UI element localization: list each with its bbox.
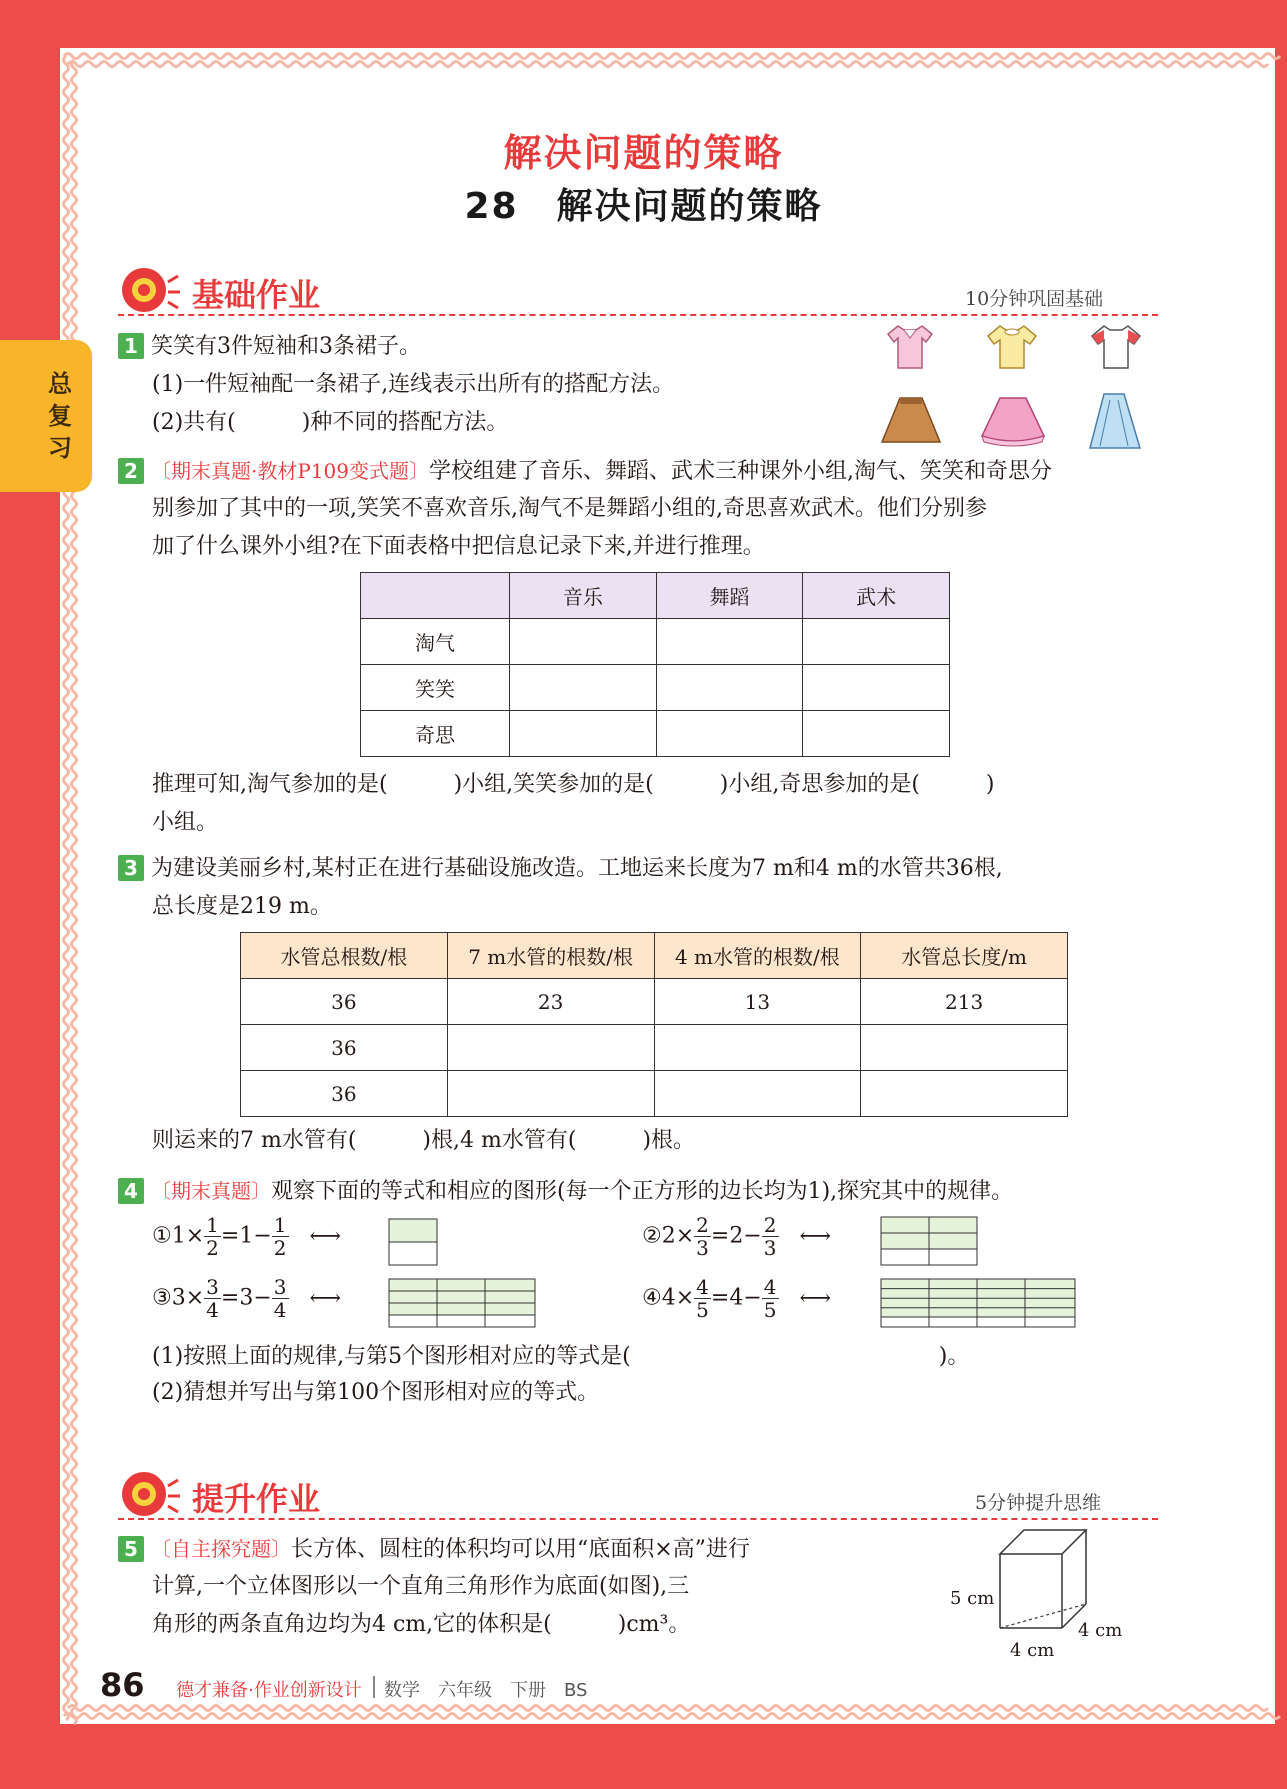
q3-cell: 36 [241,979,448,1025]
side-tab[interactable] [0,340,92,492]
answer-cell[interactable] [447,1025,654,1071]
prism-side-label: 4 cm [1078,1620,1123,1641]
q2-row-label: 淘气 [361,619,510,665]
table-row [241,979,1068,1025]
double-arrow-icon: ⟷ [309,1285,342,1311]
q5-number: 5 [118,1536,144,1562]
q3-cell: 23 [447,979,654,1025]
equation-n: 4 [729,1285,744,1311]
minus-sign: − [743,1285,762,1311]
denominator: 2 [273,1236,287,1260]
minus-sign: − [253,1285,272,1311]
equals-sign: = [710,1285,730,1311]
denominator: 3 [696,1236,709,1260]
numerator: 3 [206,1275,219,1299]
q2-row-label: 笑笑 [361,665,510,711]
answer-cell[interactable] [447,1071,654,1117]
q3-text-line1: 为建设美丽乡村,某村正在进行基础设施改造。工地运来长度为7 m和4 m的水管共36根, [151,856,1003,881]
figure-4-grid [880,1278,1076,1328]
figure-2-grid [880,1216,978,1266]
q3-line1 [118,850,1003,888]
equation-label: ④ [642,1285,662,1311]
q2-tag: 〔期末真题·教材P109变式题〕 [151,459,429,483]
q4-tag: 〔期末真题〕 [151,1179,271,1203]
q3-cell: 36 [241,1025,448,1071]
answer-cell[interactable] [656,711,803,757]
numerator: 3 [273,1275,287,1299]
q3-table-header [241,933,1068,979]
equation-n: 2 [729,1223,744,1249]
q2-text-line1: 学校组建了音乐、舞蹈、武术三种课外小组,淘气、笑笑和奇思分 [429,459,1052,484]
footer-divider [373,1676,375,1698]
denominator: 5 [696,1298,709,1322]
numerator: 2 [696,1213,709,1237]
pink-shirt-icon[interactable] [880,322,940,372]
table-row [361,619,950,665]
side-tab-label: 总复习 [48,370,72,462]
denominator: 2 [206,1236,219,1260]
q5-tag: 〔自主探究题〕 [151,1537,291,1561]
numerator: 2 [763,1213,777,1237]
equals-sign: = [710,1223,730,1249]
equals-sign: = [220,1285,240,1311]
equation-label: ① [152,1223,172,1249]
section-advanced-divider [118,1518,1158,1520]
q2-number: 2 [118,458,144,484]
fraction [694,1214,711,1259]
q4-sub1: (1)按照上面的规律,与第5个图形相对应的等式是( )。 [152,1344,970,1369]
equation-n: 1 [171,1223,186,1249]
fraction [204,1214,221,1259]
q3-cell: 213 [861,979,1068,1025]
q2-row-label: 奇思 [361,711,510,757]
equation-3 [152,1276,341,1321]
footer-info: 数学 六年级 下册 BS [384,1680,588,1701]
section-basic-note: 10分钟巩固基础 [965,288,1104,310]
equation-n: 3 [171,1285,186,1311]
answer-cell[interactable] [861,1071,1068,1117]
answer-cell[interactable] [656,619,803,665]
q2-header-cell [361,573,510,619]
figure-3-grid [388,1278,536,1328]
equation-n: 1 [239,1223,254,1249]
numerator: 4 [696,1275,709,1299]
equation-2 [642,1214,831,1259]
q1-number: 1 [118,333,144,359]
equation-4 [642,1276,831,1321]
q5-text-line2: 计算,一个立体图形以一个直角三角形作为底面(如图),三 [152,1574,690,1599]
q5-text-line1: 长方体、圆柱的体积均可以用“底面积×高”进行 [291,1537,750,1562]
q2-table [360,572,950,757]
footer-brand: 德才兼备·作业创新设计 [176,1680,362,1701]
equation-label: ② [642,1223,662,1249]
equation-label: ③ [152,1285,172,1311]
q1-line [118,328,421,366]
answer-cell[interactable] [803,665,950,711]
answer-cell[interactable] [654,1071,861,1117]
answer-cell[interactable] [510,711,657,757]
table-row [241,1071,1068,1117]
fraction [762,1214,779,1259]
q1-sub1: (1)一件短袖配一条裙子,连线表示出所有的搭配方法。 [152,372,675,397]
q4-sub2: (2)猜想并写出与第100个图形相对应的等式。 [152,1380,600,1405]
section-advanced-title: 提升作业 [192,1480,321,1518]
q2-header-cell: 音乐 [510,573,657,619]
prism-figure [990,1524,1090,1654]
numerator: 4 [763,1275,777,1299]
fraction [694,1276,711,1321]
denominator: 3 [763,1236,777,1260]
q3-header-cell: 7 m水管的根数/根 [447,933,654,979]
answer-cell[interactable] [654,1025,861,1071]
table-row [361,711,950,757]
equals-sign: = [220,1223,240,1249]
double-arrow-icon: ⟷ [799,1285,832,1311]
table-row [361,665,950,711]
answer-cell[interactable] [861,1025,1068,1071]
q3-cell: 13 [654,979,861,1025]
q2-table-header [361,573,950,619]
lesson-title: 28 解决问题的策略 [464,186,823,227]
equation-1 [152,1214,341,1259]
answer-cell[interactable] [510,619,657,665]
q5-line1 [118,1530,750,1569]
q3-number: 3 [118,855,144,881]
q2-answer-line1: 推理可知,淘气参加的是( )小组,笑笑参加的是( )小组,奇思参加的是( ) [152,772,995,797]
blue-skirt-icon[interactable] [1086,390,1144,452]
q2-header-cell: 武术 [803,573,950,619]
section-basic-title: 基础作业 [192,276,321,314]
q3-header-cell: 水管总根数/根 [241,933,448,979]
equation-n: 4 [661,1285,676,1311]
fraction [272,1214,289,1259]
double-arrow-icon: ⟷ [309,1223,342,1249]
times-sign: × [185,1285,205,1311]
table-row [241,1025,1068,1071]
figure-1-grid [388,1218,438,1266]
unit-title: 解决问题的策略 [503,131,784,175]
q3-table [240,932,1068,1117]
denominator: 5 [763,1298,777,1322]
numerator: 1 [273,1213,287,1237]
pink-skirt-icon[interactable] [980,394,1046,448]
times-sign: × [675,1285,695,1311]
q2-answer-line2: 小组。 [152,810,219,835]
page-number: 86 [100,1666,145,1704]
brown-skirt-icon[interactable] [878,394,944,448]
section-advanced-note: 5分钟提升思维 [975,1492,1102,1514]
fraction [762,1276,779,1321]
q3-text-line2: 总长度是219 m。 [152,894,332,919]
yellow-shirt-icon[interactable] [982,322,1042,372]
q3-header-cell: 4 m水管的根数/根 [654,933,861,979]
fraction [272,1276,289,1321]
q4-line [118,1172,1013,1211]
minus-sign: − [743,1223,762,1249]
q3-header-cell: 水管总长度/m [861,933,1068,979]
q3-cell: 36 [241,1071,448,1117]
q4-text: 观察下面的等式和相应的图形(每一个正方形的边长均为1),探究其中的规律。 [271,1179,1014,1204]
q2-line1 [118,452,1052,491]
white-shirt-icon[interactable] [1086,322,1146,372]
denominator: 4 [206,1298,219,1322]
answer-cell[interactable] [803,711,950,757]
minus-sign: − [253,1223,272,1249]
numerator: 1 [206,1213,219,1237]
q2-header-cell: 舞蹈 [656,573,803,619]
prism-height-label: 5 cm [950,1588,995,1609]
answer-cell[interactable] [803,619,950,665]
answer-cell[interactable] [656,665,803,711]
times-sign: × [185,1223,205,1249]
q2-text-line2: 别参加了其中的一项,笑笑不喜欢音乐,淘气不是舞蹈小组的,奇思喜欢武术。他们分别参 [152,496,987,521]
q3-answer: 则运来的7 m水管有( )根,4 m水管有( )根。 [152,1128,696,1153]
q2-text-line3: 加了什么课外小组?在下面表格中把信息记录下来,并进行推理。 [152,534,765,559]
q1-text: 笑笑有3件短袖和3条裙子。 [151,334,421,359]
fraction [204,1276,221,1321]
denominator: 4 [273,1298,287,1322]
times-sign: × [675,1223,695,1249]
q4-number: 4 [118,1178,144,1204]
q1-sub2: (2)共有( )种不同的搭配方法。 [152,410,509,435]
equation-n: 3 [239,1285,254,1311]
double-arrow-icon: ⟷ [799,1223,832,1249]
equation-n: 2 [661,1223,676,1249]
q5-text-line3: 角形的两条直角边均为4 cm,它的体积是( )cm³。 [152,1612,691,1637]
section-basic-divider [118,314,1158,316]
answer-cell[interactable] [510,665,657,711]
prism-bottom-label: 4 cm [1010,1640,1055,1661]
